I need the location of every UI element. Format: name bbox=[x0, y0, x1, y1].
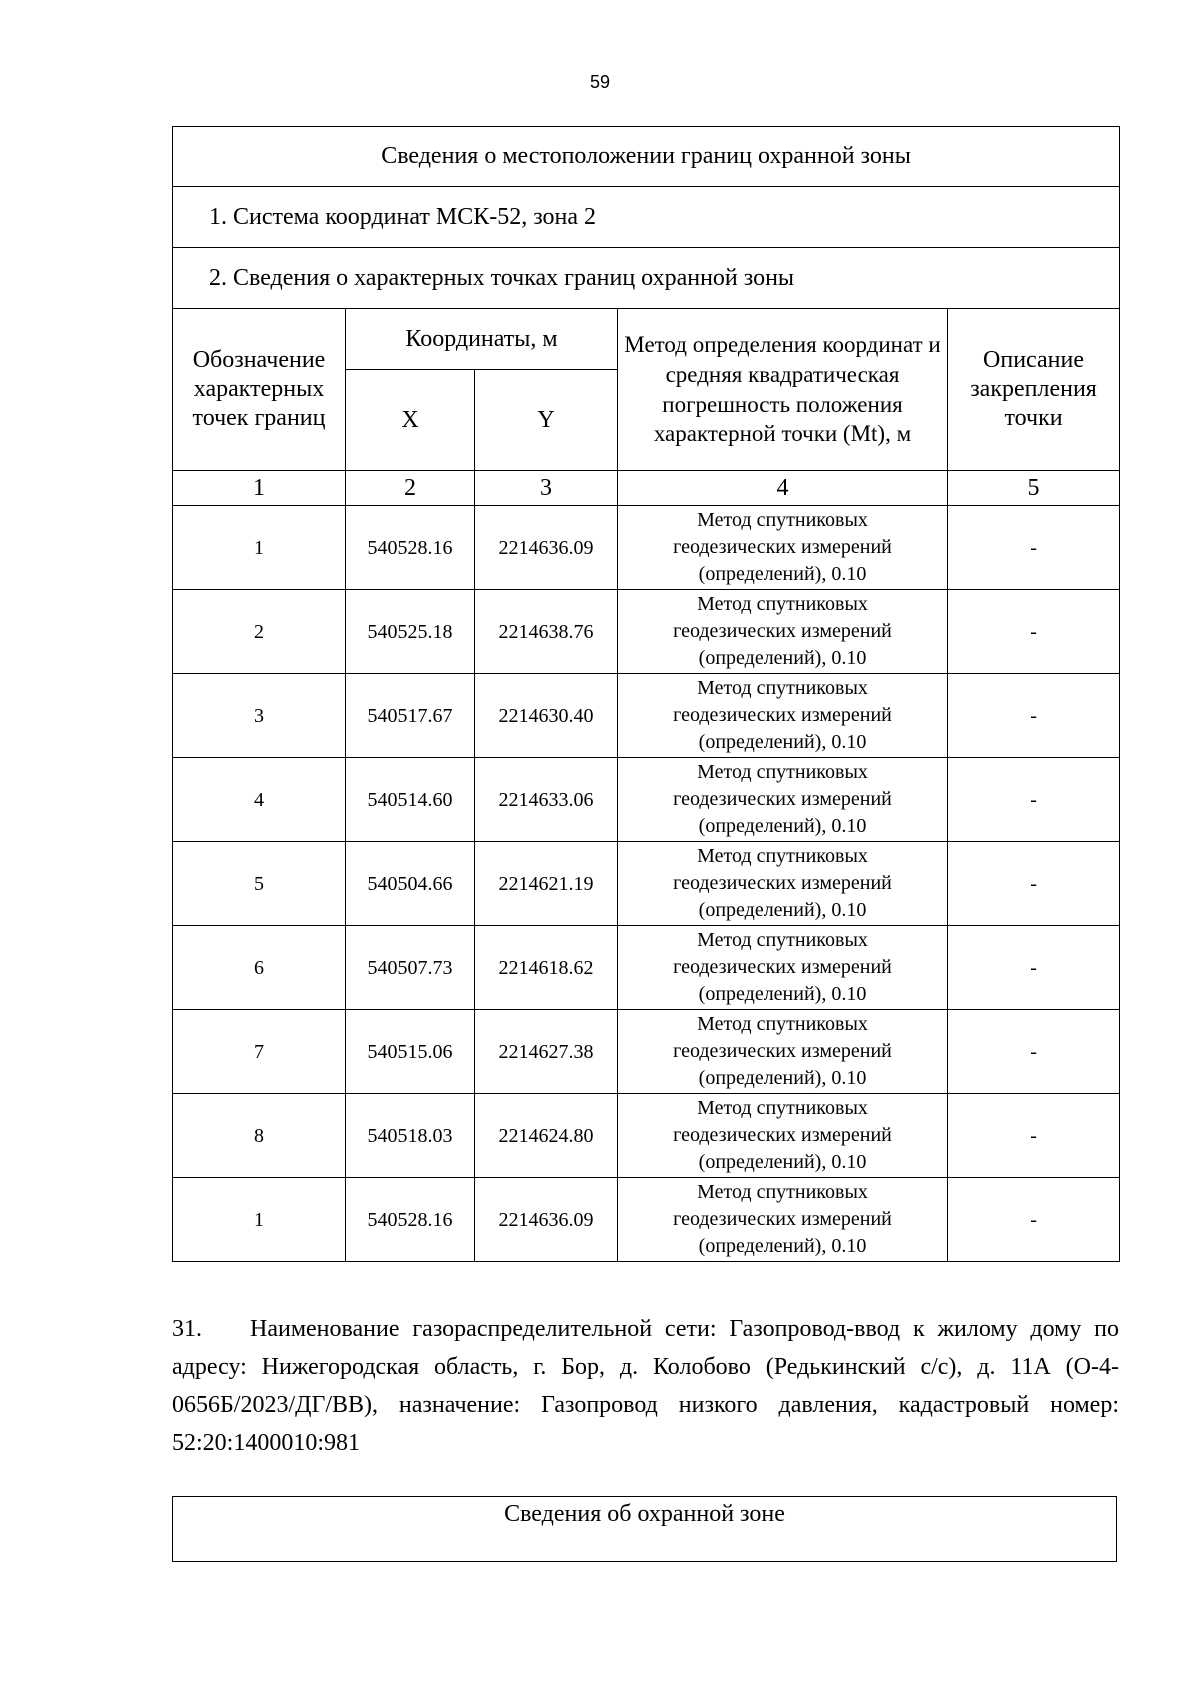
x-cell: 540514.60 bbox=[346, 758, 475, 842]
method-cell bbox=[618, 758, 948, 842]
method-line: Метод спутниковых bbox=[697, 1181, 868, 1203]
section-31-paragraph bbox=[172, 1310, 1119, 1462]
point-cell: 1 bbox=[173, 506, 346, 590]
method-line: геодезических измерений bbox=[673, 1040, 892, 1062]
method-line: геодезических измерений bbox=[673, 536, 892, 558]
column-number: 4 bbox=[618, 471, 948, 506]
point-cell: 3 bbox=[173, 674, 346, 758]
column-number: 2 bbox=[346, 471, 475, 506]
method-cell bbox=[618, 842, 948, 926]
point-cell: 1 bbox=[173, 1178, 346, 1262]
method-line: Метод спутниковых bbox=[697, 761, 868, 783]
method-line: (определений), 0.10 bbox=[698, 815, 867, 837]
method-cell bbox=[618, 590, 948, 674]
point-cell: 8 bbox=[173, 1094, 346, 1178]
header-method: Метод определения координат и средняя квадратическая погрешность положения характерной точки (Mt), м bbox=[618, 309, 948, 471]
point-cell: 4 bbox=[173, 758, 346, 842]
description-cell: - bbox=[948, 842, 1120, 926]
column-numbers-row bbox=[173, 471, 1120, 506]
method-line: (определений), 0.10 bbox=[698, 1151, 867, 1173]
x-cell: 540507.73 bbox=[346, 926, 475, 1010]
method-line: геодезических измерений bbox=[673, 956, 892, 978]
table-row bbox=[173, 506, 1120, 590]
method-line: геодезических измерений bbox=[673, 704, 892, 726]
x-cell: 540528.16 bbox=[346, 506, 475, 590]
table-row bbox=[173, 1010, 1120, 1094]
method-line: геодезических измерений bbox=[673, 1208, 892, 1230]
method-line: геодезических измерений bbox=[673, 872, 892, 894]
method-line: Метод спутниковых bbox=[697, 593, 868, 615]
y-cell: 2214621.19 bbox=[475, 842, 618, 926]
x-cell: 540515.06 bbox=[346, 1010, 475, 1094]
table-row bbox=[173, 1094, 1120, 1178]
description-cell: - bbox=[948, 506, 1120, 590]
y-cell: 2214638.76 bbox=[475, 590, 618, 674]
method-line: Метод спутниковых bbox=[697, 509, 868, 531]
header-designation: Обозначение характерных точек границ bbox=[173, 309, 346, 471]
method-line: Метод спутниковых bbox=[697, 1013, 868, 1035]
point-cell: 6 bbox=[173, 926, 346, 1010]
method-cell bbox=[618, 1094, 948, 1178]
table-row bbox=[173, 842, 1120, 926]
header-coordinates: Координаты, м bbox=[346, 309, 618, 370]
method-cell bbox=[618, 506, 948, 590]
method-line: Метод спутниковых bbox=[697, 929, 868, 951]
y-cell: 2214633.06 bbox=[475, 758, 618, 842]
x-cell: 540504.66 bbox=[346, 842, 475, 926]
y-cell: 2214624.80 bbox=[475, 1094, 618, 1178]
method-line: (определений), 0.10 bbox=[698, 899, 867, 921]
header-x: X bbox=[346, 370, 475, 471]
table-row bbox=[173, 590, 1120, 674]
y-cell: 2214618.62 bbox=[475, 926, 618, 1010]
point-cell: 2 bbox=[173, 590, 346, 674]
y-cell: 2214636.09 bbox=[475, 1178, 618, 1262]
y-cell: 2214636.09 bbox=[475, 506, 618, 590]
section-number: 31. bbox=[172, 1316, 202, 1342]
header-description: Описание закрепления точки bbox=[948, 309, 1120, 471]
x-cell: 540518.03 bbox=[346, 1094, 475, 1178]
x-cell: 540517.67 bbox=[346, 674, 475, 758]
table-title: Сведения о местоположении границ охранной зоны bbox=[173, 127, 1120, 187]
method-line: геодезических измерений bbox=[673, 620, 892, 642]
method-line: (определений), 0.10 bbox=[698, 563, 867, 585]
table-row bbox=[173, 758, 1120, 842]
x-cell: 540528.16 bbox=[346, 1178, 475, 1262]
description-cell: - bbox=[948, 674, 1120, 758]
method-line: Метод спутниковых bbox=[697, 677, 868, 699]
table-row bbox=[173, 926, 1120, 1010]
description-cell: - bbox=[948, 758, 1120, 842]
method-line: (определений), 0.10 bbox=[698, 647, 867, 669]
header-y: Y bbox=[475, 370, 618, 471]
points-heading: 2. Сведения о характерных точках границ охранной зоны bbox=[173, 248, 1120, 309]
protection-zone-info-title: Сведения об охранной зоне bbox=[504, 1501, 785, 1527]
method-line: Метод спутниковых bbox=[697, 845, 868, 867]
method-line: геодезических измерений bbox=[673, 788, 892, 810]
y-cell: 2214627.38 bbox=[475, 1010, 618, 1094]
protection-zone-info-box bbox=[172, 1496, 1117, 1562]
coordinate-system-heading: 1. Система координат МСК-52, зона 2 bbox=[173, 187, 1120, 248]
method-line: (определений), 0.10 bbox=[698, 983, 867, 1005]
method-cell bbox=[618, 1178, 948, 1262]
section-text: Наименование газораспределительной сети: Газопровод-ввод к жилому дому по адресу: Нижегородская область, г. Бор, д. Колобово (Редькинский с/с), д. 11А (О-4-0656Б/2023/ДГ/ВВ), назначение: Газопровод низкого давления, кадастровый номер: 52:20:1400010:981 bbox=[172, 1316, 1119, 1456]
method-cell bbox=[618, 674, 948, 758]
method-line: Метод спутниковых bbox=[697, 1097, 868, 1119]
description-cell: - bbox=[948, 1178, 1120, 1262]
point-cell: 7 bbox=[173, 1010, 346, 1094]
table-row bbox=[173, 674, 1120, 758]
x-cell: 540525.18 bbox=[346, 590, 475, 674]
page-number: 59 bbox=[589, 72, 611, 92]
description-cell: - bbox=[948, 926, 1120, 1010]
description-cell: - bbox=[948, 1094, 1120, 1178]
method-line: геодезических измерений bbox=[673, 1124, 892, 1146]
column-number: 3 bbox=[475, 471, 618, 506]
method-line: (определений), 0.10 bbox=[698, 731, 867, 753]
method-cell bbox=[618, 1010, 948, 1094]
boundary-points-table bbox=[172, 126, 1120, 1262]
description-cell: - bbox=[948, 590, 1120, 674]
method-cell bbox=[618, 926, 948, 1010]
y-cell: 2214630.40 bbox=[475, 674, 618, 758]
column-number: 5 bbox=[948, 471, 1120, 506]
method-line: (определений), 0.10 bbox=[698, 1067, 867, 1089]
table-row bbox=[173, 1178, 1120, 1262]
method-line: (определений), 0.10 bbox=[698, 1235, 867, 1257]
description-cell: - bbox=[948, 1010, 1120, 1094]
point-cell: 5 bbox=[173, 842, 346, 926]
column-number: 1 bbox=[173, 471, 346, 506]
